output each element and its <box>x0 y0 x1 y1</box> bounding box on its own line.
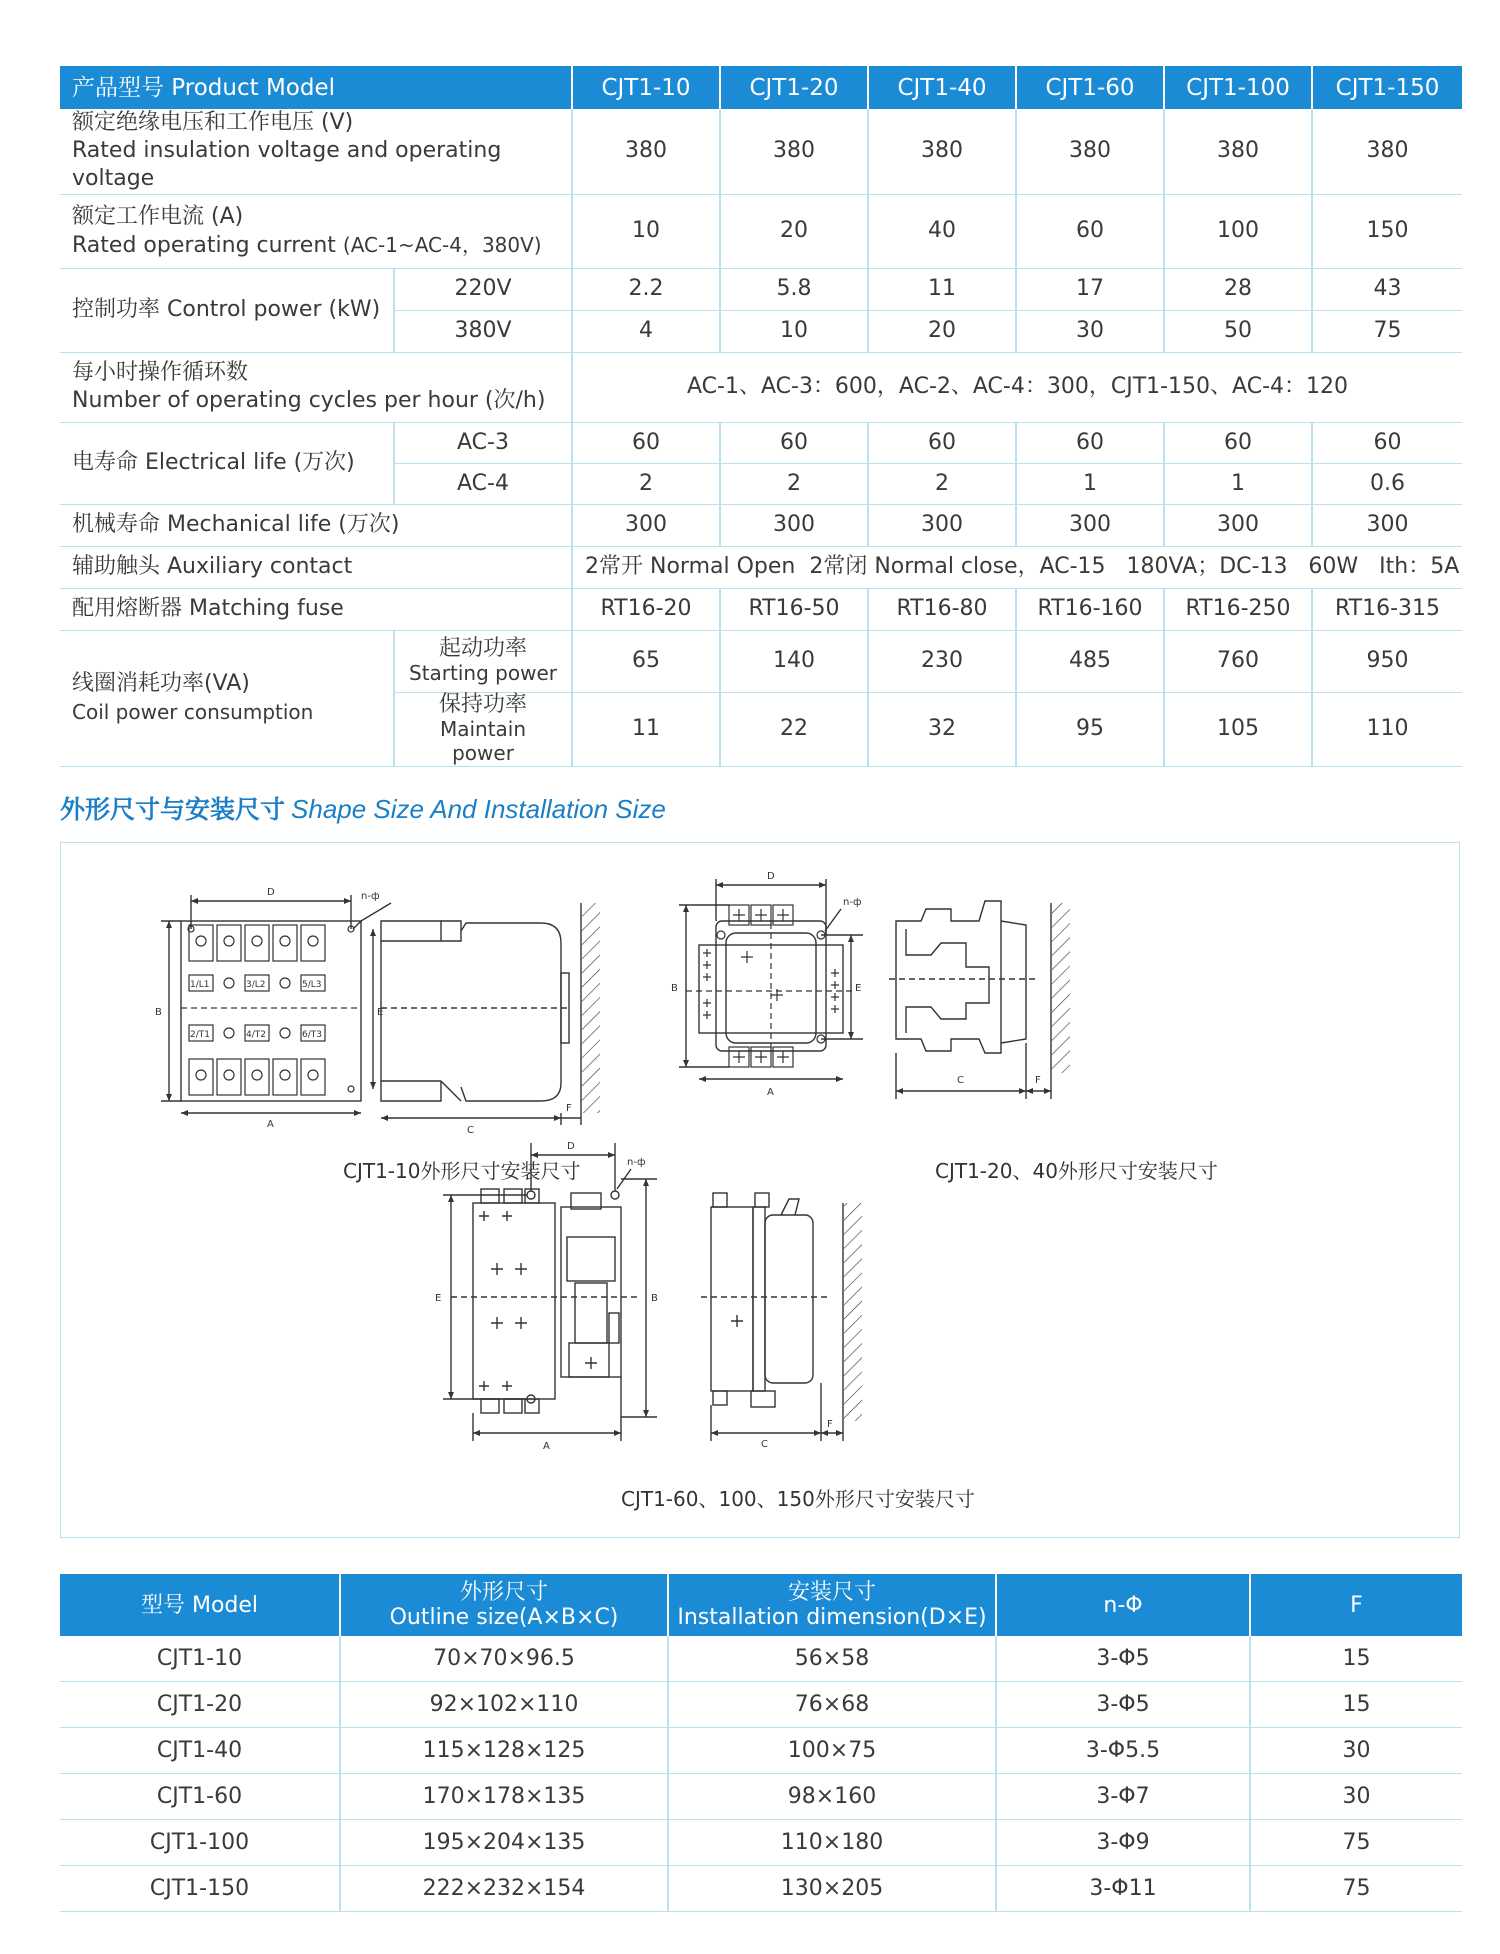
coil-start-row <box>60 630 1462 692</box>
dimension-drawings <box>61 843 1459 1537</box>
starting-power-value: 485 <box>1016 630 1164 692</box>
current-row <box>60 194 1462 268</box>
mechanical-life-row <box>60 504 1462 546</box>
dim-label-b: B <box>651 1293 658 1304</box>
insulation-label <box>60 109 572 194</box>
insulation-value: 380 <box>868 109 1016 194</box>
section-title-en: Shape Size And Installation Size <box>291 794 666 824</box>
maintain-power-value: 105 <box>1164 692 1312 766</box>
model-cell: CJT1-10 <box>60 1636 340 1682</box>
maintain-power-en: Maintain power <box>439 717 527 765</box>
terminal-label: 3/L2 <box>246 980 266 990</box>
voltage-380-label: 380V <box>394 310 572 352</box>
maintain-power-value: 22 <box>720 692 868 766</box>
electrical-life-label: 电寿命 Electrical life (万次) <box>60 422 394 504</box>
cycles-value: AC-1、AC-3：600，AC-2、AC-4：300，CJT1-150、AC-4：120 <box>572 352 1462 422</box>
install-column-header <box>668 1574 996 1636</box>
electrical-life-value: 1 <box>1016 463 1164 504</box>
current-value: 60 <box>1016 194 1164 268</box>
fuse-value: RT16-80 <box>868 588 1016 630</box>
insulation-value: 380 <box>1164 109 1312 194</box>
current-label-note: (AC-1~AC-4，380V) <box>342 232 542 257</box>
dim-label-a: A <box>543 1441 550 1452</box>
current-label-cn: 额定工作电流 (A) <box>72 203 244 229</box>
dimensions-table <box>60 1574 1462 1912</box>
model-header: CJT1-100 <box>1164 66 1312 109</box>
dim-label-c: C <box>957 1075 964 1086</box>
control-power-value: 43 <box>1312 268 1462 310</box>
table-row <box>60 1636 1462 1682</box>
outline-cell: 92×102×110 <box>340 1682 668 1728</box>
mechanical-life-value: 300 <box>868 504 1016 546</box>
terminal-label: 6/T3 <box>302 1030 322 1040</box>
mechanical-life-value: 300 <box>720 504 868 546</box>
current-label <box>60 194 572 268</box>
spec-table <box>60 66 1462 767</box>
current-label-en-main: Rated operating current <box>72 232 336 258</box>
auxiliary-label: 辅助触头 Auxiliary contact <box>60 546 572 588</box>
n-phi-column-header: n-Φ <box>996 1574 1250 1636</box>
terminal-label: 5/L3 <box>302 980 322 990</box>
coil-label-cn: 线圈消耗功率(VA) <box>72 671 250 696</box>
outline-column-header <box>340 1574 668 1636</box>
dim-label-e: E <box>855 983 862 994</box>
cjt1-20-40-side-view <box>889 901 1070 1099</box>
insulation-value: 380 <box>1016 109 1164 194</box>
starting-power-cn: 起动功率 <box>439 636 528 661</box>
product-model-label: 产品型号 Product Model <box>60 66 572 109</box>
maintain-power-label <box>394 692 572 766</box>
section-title-cn: 外形尺寸与安装尺寸 <box>60 795 286 824</box>
starting-power-value: 230 <box>868 630 1016 692</box>
dim-label-a: A <box>767 1087 774 1098</box>
current-value: 20 <box>720 194 868 268</box>
section-title <box>60 790 666 826</box>
cycles-label-cn: 每小时操作循环数 <box>72 360 249 385</box>
dim-label-b: B <box>671 983 678 994</box>
control-power-value: 75 <box>1312 310 1462 352</box>
install-cell: 130×205 <box>668 1866 996 1912</box>
control-power-value: 50 <box>1164 310 1312 352</box>
starting-power-value: 760 <box>1164 630 1312 692</box>
maintain-power-value: 95 <box>1016 692 1164 766</box>
f-column-header: F <box>1250 1574 1462 1636</box>
electrical-life-value: 60 <box>1164 422 1312 463</box>
dim-label-d: D <box>567 1141 575 1152</box>
f-cell: 75 <box>1250 1866 1462 1912</box>
cjt1-60-150-front-view <box>435 1141 658 1452</box>
f-cell: 30 <box>1250 1728 1462 1774</box>
insulation-label-cn: 额定绝缘电压和工作电压 (V) <box>72 110 354 136</box>
dim-label-c: C <box>467 1125 474 1136</box>
dimensions-header-row <box>60 1574 1462 1636</box>
n-phi-cell: 3-Φ7 <box>996 1774 1250 1820</box>
coil-label <box>60 630 394 766</box>
install-cell: 110×180 <box>668 1820 996 1866</box>
outline-cell: 195×204×135 <box>340 1820 668 1866</box>
maintain-power-cn: 保持功率 <box>439 692 528 717</box>
dim-label-d: D <box>267 887 275 898</box>
table-row <box>60 1682 1462 1728</box>
fuse-value: RT16-250 <box>1164 588 1312 630</box>
terminal-label: 1/L1 <box>190 980 210 990</box>
dim-label-a: A <box>267 1119 274 1130</box>
terminal-label: 4/T2 <box>246 1030 266 1040</box>
model-header: CJT1-10 <box>572 66 720 109</box>
electrical-life-value: 2 <box>572 463 720 504</box>
drawing-panel <box>60 842 1460 1538</box>
current-value: 40 <box>868 194 1016 268</box>
n-phi-cell: 3-Φ11 <box>996 1866 1250 1912</box>
starting-power-value: 950 <box>1312 630 1462 692</box>
terminal-label: 2/T1 <box>190 1030 210 1040</box>
install-cell: 100×75 <box>668 1728 996 1774</box>
current-label-en <box>72 231 559 260</box>
model-header: CJT1-60 <box>1016 66 1164 109</box>
n-phi-cell: 3-Φ5.5 <box>996 1728 1250 1774</box>
insulation-value: 380 <box>720 109 868 194</box>
model-column-header: 型号 Model <box>60 1574 340 1636</box>
control-power-value: 28 <box>1164 268 1312 310</box>
n-phi-cell: 3-Φ5 <box>996 1682 1250 1728</box>
electrical-life-value: 1 <box>1164 463 1312 504</box>
f-cell: 75 <box>1250 1820 1462 1866</box>
control-power-value: 2.2 <box>572 268 720 310</box>
insulation-value: 380 <box>572 109 720 194</box>
drawing-caption-cjt1-20-40: CJT1-20、40外形尺寸安装尺寸 <box>935 1159 1218 1183</box>
control-power-value: 11 <box>868 268 1016 310</box>
dim-label-n: n-ф <box>361 891 380 902</box>
ac3-label: AC-3 <box>394 422 572 463</box>
install-cell: 56×58 <box>668 1636 996 1682</box>
cycles-label-en: Number of operating cycles per hour (次/h) <box>72 388 546 413</box>
maintain-power-value: 11 <box>572 692 720 766</box>
dim-label-b: B <box>155 1007 162 1018</box>
control-power-value: 10 <box>720 310 868 352</box>
cycles-row <box>60 352 1462 422</box>
cjt1-10-side-view <box>381 903 600 1136</box>
electrical-life-value: 60 <box>1312 422 1462 463</box>
drawing-caption-cjt1-10: CJT1-10外形尺寸安装尺寸 <box>343 1159 581 1183</box>
dim-label-e: E <box>435 1293 442 1304</box>
electrical-life-value: 60 <box>720 422 868 463</box>
starting-power-value: 65 <box>572 630 720 692</box>
mechanical-life-value: 300 <box>1312 504 1462 546</box>
model-cell: CJT1-20 <box>60 1682 340 1728</box>
cjt1-60-150-side-view <box>701 1193 862 1450</box>
dim-label-f: F <box>566 1103 572 1114</box>
n-phi-cell: 3-Φ5 <box>996 1636 1250 1682</box>
current-value: 150 <box>1312 194 1462 268</box>
drawing-caption-cjt1-60-150: CJT1-60、100、150外形尺寸安装尺寸 <box>621 1487 975 1511</box>
mechanical-life-label: 机械寿命 Mechanical life (万次) <box>60 504 572 546</box>
starting-power-value: 140 <box>720 630 868 692</box>
maintain-power-value: 110 <box>1312 692 1462 766</box>
model-header: CJT1-150 <box>1312 66 1462 109</box>
table-row <box>60 1866 1462 1912</box>
dim-label-n: n-ф <box>627 1157 646 1168</box>
model-cell: CJT1-150 <box>60 1866 340 1912</box>
fuse-value: RT16-315 <box>1312 588 1462 630</box>
electrical-life-value: 60 <box>1016 422 1164 463</box>
maintain-power-value: 32 <box>868 692 1016 766</box>
electrical-life-value: 60 <box>868 422 1016 463</box>
f-cell: 15 <box>1250 1636 1462 1682</box>
model-cell: CJT1-60 <box>60 1774 340 1820</box>
auxiliary-row <box>60 546 1462 588</box>
table-row <box>60 1820 1462 1866</box>
insulation-row <box>60 109 1462 194</box>
outline-cell: 115×128×125 <box>340 1728 668 1774</box>
outline-header-en: Outline size(A×B×C) <box>389 1605 619 1630</box>
fuse-value: RT16-20 <box>572 588 720 630</box>
voltage-220-label: 220V <box>394 268 572 310</box>
dim-label-c: C <box>761 1439 768 1450</box>
cjt1-10-front-view <box>155 887 391 1130</box>
control-power-value: 30 <box>1016 310 1164 352</box>
dim-label-f: F <box>1035 1075 1041 1086</box>
fuse-row <box>60 588 1462 630</box>
current-value: 10 <box>572 194 720 268</box>
f-cell: 15 <box>1250 1682 1462 1728</box>
current-value: 100 <box>1164 194 1312 268</box>
model-cell: CJT1-100 <box>60 1820 340 1866</box>
electrical-life-value: 0.6 <box>1312 463 1462 504</box>
electrical-life-value: 2 <box>868 463 1016 504</box>
control-power-value: 17 <box>1016 268 1164 310</box>
install-header-en: Installation dimension(D×E) <box>677 1605 987 1630</box>
mechanical-life-value: 300 <box>1016 504 1164 546</box>
control-power-value: 5.8 <box>720 268 868 310</box>
n-phi-cell: 3-Φ9 <box>996 1820 1250 1866</box>
model-header: CJT1-40 <box>868 66 1016 109</box>
mechanical-life-value: 300 <box>1164 504 1312 546</box>
outline-cell: 70×70×96.5 <box>340 1636 668 1682</box>
insulation-label-en: Rated insulation voltage and operating voltage <box>72 138 502 192</box>
f-cell: 30 <box>1250 1774 1462 1820</box>
starting-power-en: Starting power <box>409 661 557 685</box>
outline-cell: 222×232×154 <box>340 1866 668 1912</box>
dim-label-e: E <box>377 1007 384 1018</box>
electrical-life-value: 60 <box>572 422 720 463</box>
insulation-value: 380 <box>1312 109 1462 194</box>
cycles-label <box>60 352 572 422</box>
outline-cell: 170×178×135 <box>340 1774 668 1820</box>
mechanical-life-value: 300 <box>572 504 720 546</box>
fuse-value: RT16-160 <box>1016 588 1164 630</box>
install-cell: 76×68 <box>668 1682 996 1728</box>
model-header: CJT1-20 <box>720 66 868 109</box>
dim-label-n: n-ф <box>843 897 862 908</box>
spec-header-row <box>60 66 1462 109</box>
cjt1-20-40-front-view <box>671 871 863 1098</box>
auxiliary-value: 2常开 Normal Open 2常闭 Normal close，AC-15 180VA；DC-13 60W Ith：5A <box>572 546 1462 588</box>
ac4-label: AC-4 <box>394 463 572 504</box>
control-power-value: 20 <box>868 310 1016 352</box>
fuse-label: 配用熔断器 Matching fuse <box>60 588 572 630</box>
install-header-cn: 安装尺寸 <box>787 1580 876 1605</box>
install-cell: 98×160 <box>668 1774 996 1820</box>
model-cell: CJT1-40 <box>60 1728 340 1774</box>
fuse-value: RT16-50 <box>720 588 868 630</box>
electrical-life-value: 2 <box>720 463 868 504</box>
coil-label-en: Coil power consumption <box>72 700 314 724</box>
control-power-220-row <box>60 268 1462 310</box>
control-power-value: 4 <box>572 310 720 352</box>
table-row <box>60 1774 1462 1820</box>
starting-power-label <box>394 630 572 692</box>
table-row <box>60 1728 1462 1774</box>
outline-header-cn: 外形尺寸 <box>459 1580 548 1605</box>
control-power-label: 控制功率 Control power (kW) <box>60 268 394 352</box>
dim-label-d: D <box>767 871 775 882</box>
electrical-life-ac3-row <box>60 422 1462 463</box>
dim-label-f: F <box>827 1419 833 1430</box>
